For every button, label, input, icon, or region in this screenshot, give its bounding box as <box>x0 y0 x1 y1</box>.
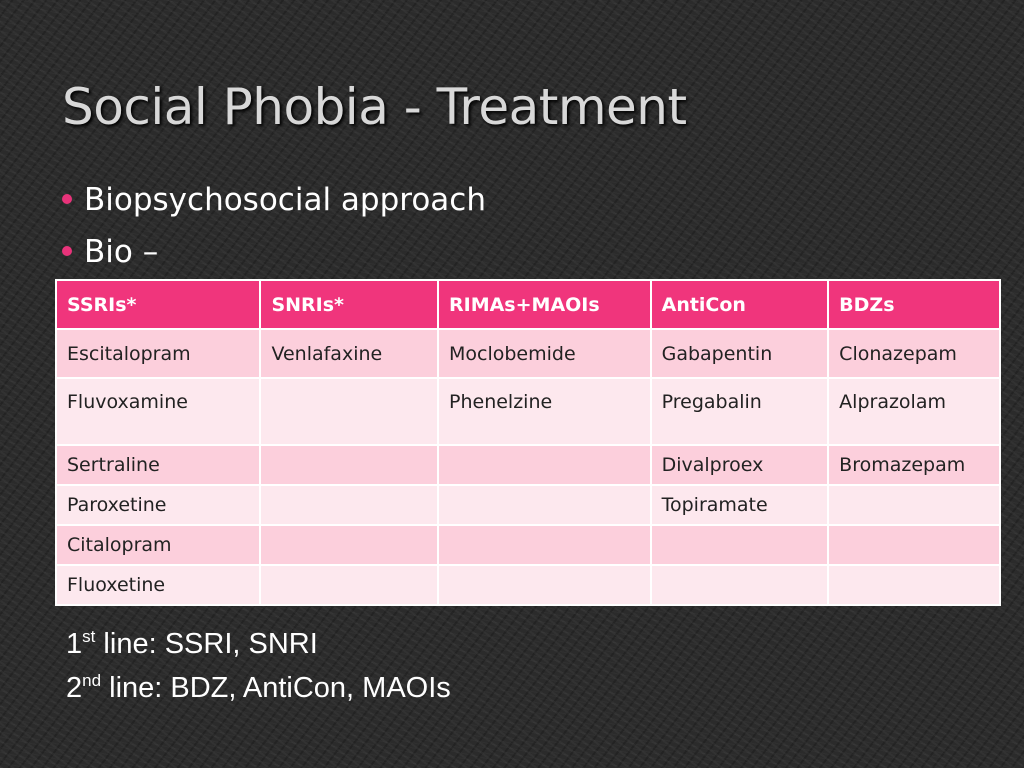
table-cell: Venlafaxine <box>260 329 438 378</box>
table-cell: Phenelzine <box>438 378 651 445</box>
table-cell: Bromazepam <box>828 445 1000 485</box>
header-ssris: SSRIs* <box>56 280 260 329</box>
table-cell <box>828 485 1000 525</box>
table-cell <box>260 445 438 485</box>
first-line-note: 1st line: SSRI, SNRI <box>66 627 318 660</box>
table-cell: Sertraline <box>56 445 260 485</box>
table-cell: Pregabalin <box>651 378 829 445</box>
table-cell <box>260 485 438 525</box>
second-line-note: 2nd line: BDZ, AntiCon, MAOIs <box>66 671 451 704</box>
bullet-text: Bio – <box>84 234 159 270</box>
bullet-item <box>62 228 486 280</box>
table-cell: Topiramate <box>651 485 829 525</box>
table-cell: Paroxetine <box>56 485 260 525</box>
table-cell <box>651 565 829 605</box>
bullet-list <box>62 176 486 280</box>
slide-title: Social Phobia - Treatment <box>62 78 687 136</box>
table-cell <box>651 525 829 565</box>
bullet-dot-icon <box>62 194 72 204</box>
table-row <box>56 445 1000 485</box>
header-bdzs: BDZs <box>828 280 1000 329</box>
table-cell <box>438 485 651 525</box>
table-cell: Escitalopram <box>56 329 260 378</box>
table-cell <box>438 445 651 485</box>
table-cell: Moclobemide <box>438 329 651 378</box>
table-row <box>56 485 1000 525</box>
table-cell <box>438 525 651 565</box>
table-cell: Alprazolam <box>828 378 1000 445</box>
table-cell <box>260 525 438 565</box>
table-cell: Gabapentin <box>651 329 829 378</box>
treatment-notes <box>66 622 451 710</box>
table-cell <box>260 565 438 605</box>
table-cell <box>828 565 1000 605</box>
table-cell <box>438 565 651 605</box>
table-row <box>56 329 1000 378</box>
table-cell: Citalopram <box>56 525 260 565</box>
drug-table <box>55 279 1001 606</box>
table-row <box>56 565 1000 605</box>
bullet-dot-icon <box>62 246 72 256</box>
table-cell: Fluoxetine <box>56 565 260 605</box>
table-cell <box>260 378 438 445</box>
bullet-item <box>62 176 486 228</box>
table-cell: Clonazepam <box>828 329 1000 378</box>
header-anticon: AntiCon <box>651 280 829 329</box>
table-cell <box>828 525 1000 565</box>
table-row <box>56 378 1000 445</box>
header-rimas-maois: RIMAs+MAOIs <box>438 280 651 329</box>
bullet-text: Biopsychosocial approach <box>84 182 486 218</box>
header-snris: SNRIs* <box>260 280 438 329</box>
table-header-row <box>56 280 1000 329</box>
table-cell: Fluvoxamine <box>56 378 260 445</box>
table-cell: Divalproex <box>651 445 829 485</box>
table-row <box>56 525 1000 565</box>
